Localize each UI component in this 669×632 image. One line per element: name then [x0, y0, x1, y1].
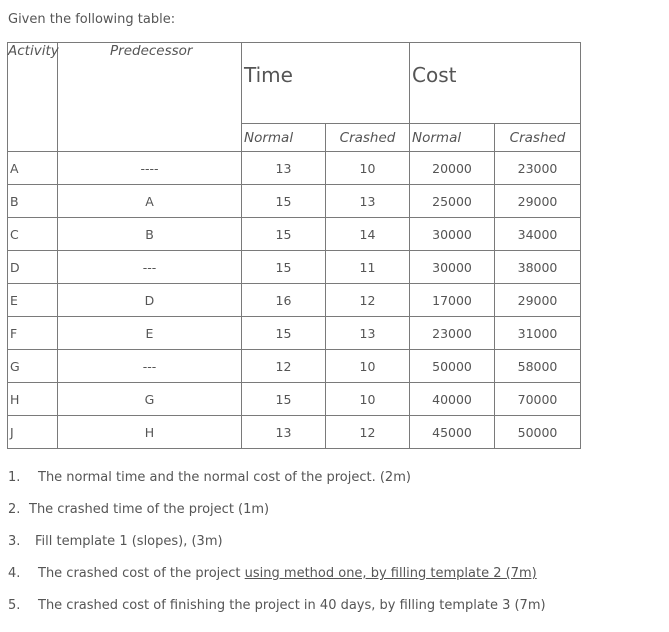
cell-activity: J — [8, 416, 58, 449]
cell-time-normal: 15 — [242, 317, 326, 350]
cell-time-crashed: 13 — [326, 317, 410, 350]
table-row — [8, 218, 581, 251]
cell-time-crashed: 14 — [326, 218, 410, 251]
cell-activity: G — [8, 350, 58, 383]
cell-cost-normal: 30000 — [410, 218, 495, 251]
cell-cost-crashed: 29000 — [495, 284, 581, 317]
cell-time-crashed: 10 — [326, 152, 410, 185]
table-row — [8, 152, 581, 185]
table-row — [8, 350, 581, 383]
cell-predecessor: B — [58, 218, 242, 251]
cell-cost-normal: 45000 — [410, 416, 495, 449]
question-text: The crashed cost of finishing the project in 40 days, by filling template 3 (7m) — [38, 598, 546, 613]
cell-activity: B — [8, 185, 58, 218]
header-cost-normal: Normal — [410, 124, 495, 152]
cell-predecessor: A — [58, 185, 242, 218]
question-text: The crashed time of the project (1m) — [29, 502, 270, 517]
table-row — [8, 284, 581, 317]
cell-time-normal: 15 — [242, 218, 326, 251]
cell-cost-crashed: 38000 — [495, 251, 581, 284]
intro-text: Given the following table: — [8, 12, 176, 27]
question-text: Fill template 1 (slopes), (3m) — [35, 534, 223, 549]
cell-predecessor: --- — [58, 251, 242, 284]
cell-cost-normal: 25000 — [410, 185, 495, 218]
activity-table — [7, 42, 581, 449]
header-cost: Cost — [410, 43, 581, 124]
header-activity: Activity — [8, 43, 58, 152]
header-time: Time — [242, 43, 410, 124]
table-row — [8, 383, 581, 416]
cell-activity: E — [8, 284, 58, 317]
header-cost-crashed: Crashed — [495, 124, 581, 152]
header-time-normal: Normal — [242, 124, 326, 152]
cell-predecessor: H — [58, 416, 242, 449]
question-item — [8, 562, 546, 594]
cell-time-crashed: 11 — [326, 251, 410, 284]
cell-cost-normal: 23000 — [410, 317, 495, 350]
cell-time-normal: 13 — [242, 416, 326, 449]
table-row — [8, 416, 581, 449]
cell-predecessor: E — [58, 317, 242, 350]
cell-time-normal: 15 — [242, 185, 326, 218]
cell-time-normal: 13 — [242, 152, 326, 185]
cell-cost-normal: 50000 — [410, 350, 495, 383]
cell-time-normal: 15 — [242, 383, 326, 416]
question-number: 2. — [8, 502, 21, 517]
cell-cost-normal: 20000 — [410, 152, 495, 185]
cell-cost-crashed: 50000 — [495, 416, 581, 449]
cell-time-normal: 16 — [242, 284, 326, 317]
cell-cost-crashed: 23000 — [495, 152, 581, 185]
question-list — [8, 466, 546, 626]
table-row — [8, 185, 581, 218]
header-predecessor: Predecessor — [58, 43, 242, 152]
cell-time-crashed: 10 — [326, 383, 410, 416]
cell-predecessor: --- — [58, 350, 242, 383]
table-row — [8, 317, 581, 350]
cell-activity: A — [8, 152, 58, 185]
cell-activity: F — [8, 317, 58, 350]
question-number: 5. — [8, 598, 21, 613]
cell-predecessor: ---- — [58, 152, 242, 185]
cell-predecessor: D — [58, 284, 242, 317]
cell-activity: C — [8, 218, 58, 251]
cell-time-crashed: 13 — [326, 185, 410, 218]
cell-activity: H — [8, 383, 58, 416]
question-text: The crashed cost of the project — [38, 566, 245, 581]
question-item — [8, 466, 546, 498]
question-text: The normal time and the normal cost of the project. (2m) — [38, 470, 411, 485]
cell-activity: D — [8, 251, 58, 284]
cell-cost-crashed: 31000 — [495, 317, 581, 350]
table-row — [8, 251, 581, 284]
cell-time-normal: 15 — [242, 251, 326, 284]
cell-time-crashed: 12 — [326, 284, 410, 317]
cell-cost-crashed: 58000 — [495, 350, 581, 383]
cell-cost-normal: 17000 — [410, 284, 495, 317]
header-row-main — [8, 43, 581, 124]
cell-predecessor: G — [58, 383, 242, 416]
question-item — [8, 530, 546, 562]
cell-cost-normal: 30000 — [410, 251, 495, 284]
cell-time-normal: 12 — [242, 350, 326, 383]
question-text-underlined: using method one, by filling template 2 (7m) — [244, 566, 537, 581]
question-number: 3. — [8, 534, 21, 549]
cell-cost-normal: 40000 — [410, 383, 495, 416]
cell-time-crashed: 10 — [326, 350, 410, 383]
cell-cost-crashed: 34000 — [495, 218, 581, 251]
cell-cost-crashed: 29000 — [495, 185, 581, 218]
question-number: 1. — [8, 470, 21, 485]
header-time-crashed: Crashed — [326, 124, 410, 152]
question-item — [8, 594, 546, 626]
question-number: 4. — [8, 566, 21, 581]
question-item — [8, 498, 546, 530]
cell-cost-crashed: 70000 — [495, 383, 581, 416]
cell-time-crashed: 12 — [326, 416, 410, 449]
